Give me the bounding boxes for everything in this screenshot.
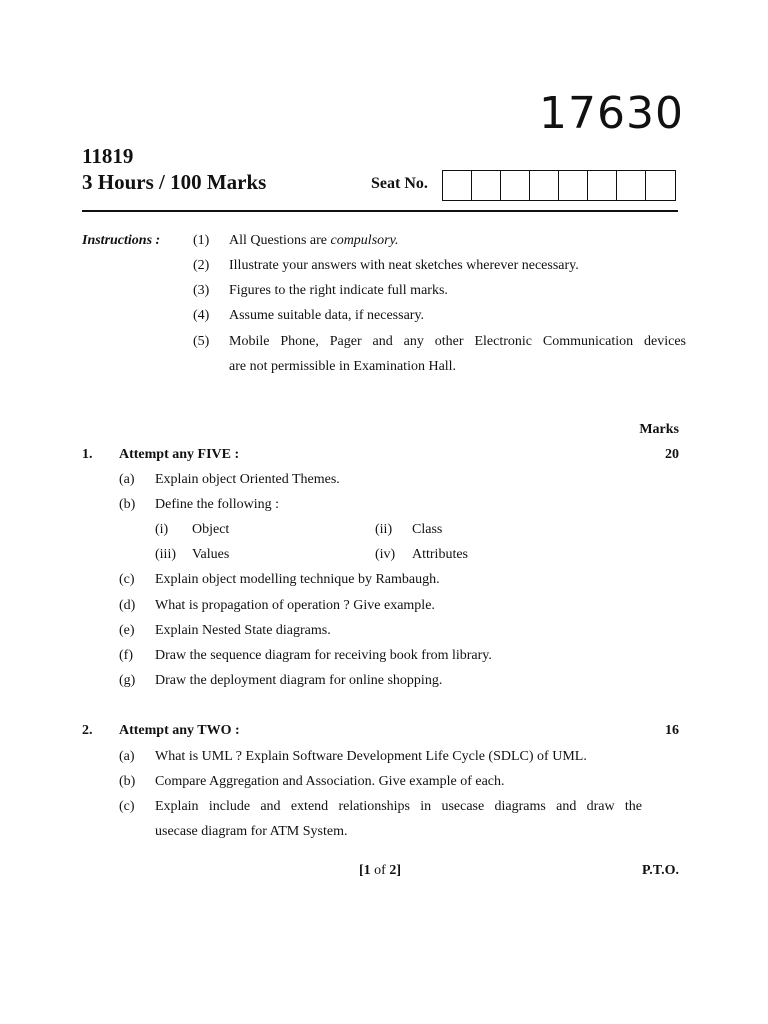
instruction-number: (5): [193, 334, 210, 349]
instruction-number: (3): [193, 283, 210, 298]
instruction-text: [229, 232, 399, 250]
seat-number-label: Seat No.: [371, 175, 428, 192]
page-total: 2: [389, 863, 397, 878]
subject-code: 11819: [82, 144, 134, 168]
definition-label: (i): [155, 522, 169, 537]
sub-question-text: Explain object Oriented Themes.: [155, 472, 340, 487]
sub-question-label: (d): [119, 598, 136, 613]
instruction-text: Assume suitable data, if necessary.: [229, 308, 425, 323]
page-bracket-open: [: [359, 863, 364, 878]
please-turn-over: P.T.O.: [642, 863, 679, 878]
sub-question-text-continued: usecase diagram for ATM System.: [155, 824, 348, 839]
sub-question-label: (e): [119, 623, 135, 638]
definition-label: (ii): [375, 522, 393, 537]
sub-question-text: Explain Nested State diagrams.: [155, 623, 331, 638]
definition-term: Class: [412, 522, 443, 537]
seat-box: [530, 171, 559, 200]
sub-question-text: Explain include and extend relationships in usecase diagrams and draw the: [155, 799, 642, 814]
instruction-emphasis: compulsory.: [330, 233, 399, 248]
sub-question-text: Compare Aggregation and Association. Give example of each.: [155, 774, 505, 789]
instruction-text-part: All Questions are: [229, 233, 331, 248]
sub-question-label: (g): [119, 673, 136, 688]
marks-column-header: Marks: [639, 422, 679, 437]
instructions-label: Instructions :: [82, 233, 161, 248]
seat-box: [646, 171, 675, 200]
sub-question-label: (c): [119, 799, 135, 814]
instruction-text: Figures to the right indicate full marks.: [229, 283, 448, 298]
sub-question-text: What is UML ? Explain Software Development Life Cycle (SDLC) of UML.: [155, 749, 587, 764]
sub-question-text: Draw the deployment diagram for online shopping.: [155, 673, 443, 688]
sub-question-label: (a): [119, 472, 135, 487]
question-number: 1.: [82, 447, 93, 462]
definition-term: Attributes: [412, 547, 468, 562]
question-number: 2.: [82, 723, 93, 738]
sub-question-text: What is propagation of operation ? Give example.: [155, 598, 435, 613]
seat-box: [472, 171, 501, 200]
definition-term: Object: [192, 522, 230, 537]
seat-box: [588, 171, 617, 200]
question-marks: 20: [665, 447, 679, 462]
page-of: of: [370, 863, 390, 878]
instruction-text-continued: are not permissible in Examination Hall.: [229, 359, 457, 374]
seat-box: [443, 171, 472, 200]
sub-question-label: (f): [119, 648, 133, 663]
duration-marks: 3 Hours / 100 Marks: [82, 170, 267, 194]
definition-label: (iv): [375, 547, 396, 562]
instruction-text: Illustrate your answers with neat sketches wherever necessary.: [229, 258, 579, 273]
sub-question-text: Draw the sequence diagram for receiving book from library.: [155, 648, 492, 663]
question-title: Attempt any FIVE :: [119, 447, 240, 462]
definition-term: Values: [192, 547, 230, 562]
sub-question-text: Explain object modelling technique by Rambaugh.: [155, 572, 440, 587]
seat-box: [501, 171, 530, 200]
instruction-number: (2): [193, 258, 210, 273]
page-number: 1: [363, 863, 371, 878]
sub-question-label: (b): [119, 497, 136, 512]
sub-question-text: Define the following :: [155, 497, 280, 512]
question-marks: 16: [665, 723, 679, 738]
sub-question-label: (b): [119, 774, 136, 789]
sub-question-label: (a): [119, 749, 135, 764]
page-indicator: [359, 862, 401, 880]
seat-box: [617, 171, 646, 200]
sub-question-label: (c): [119, 572, 135, 587]
definition-label: (iii): [155, 547, 176, 562]
instruction-text: Mobile Phone, Pager and any other Electronic Communication devices: [229, 334, 686, 349]
paper-number: 17630: [539, 88, 684, 139]
instruction-number: (1): [193, 233, 210, 248]
instruction-number: (4): [193, 308, 210, 323]
seat-number-boxes: [442, 170, 676, 201]
question-title: Attempt any TWO :: [119, 723, 240, 738]
page-bracket-close: ]: [396, 863, 402, 878]
header-divider: [82, 210, 678, 212]
seat-box: [559, 171, 588, 200]
